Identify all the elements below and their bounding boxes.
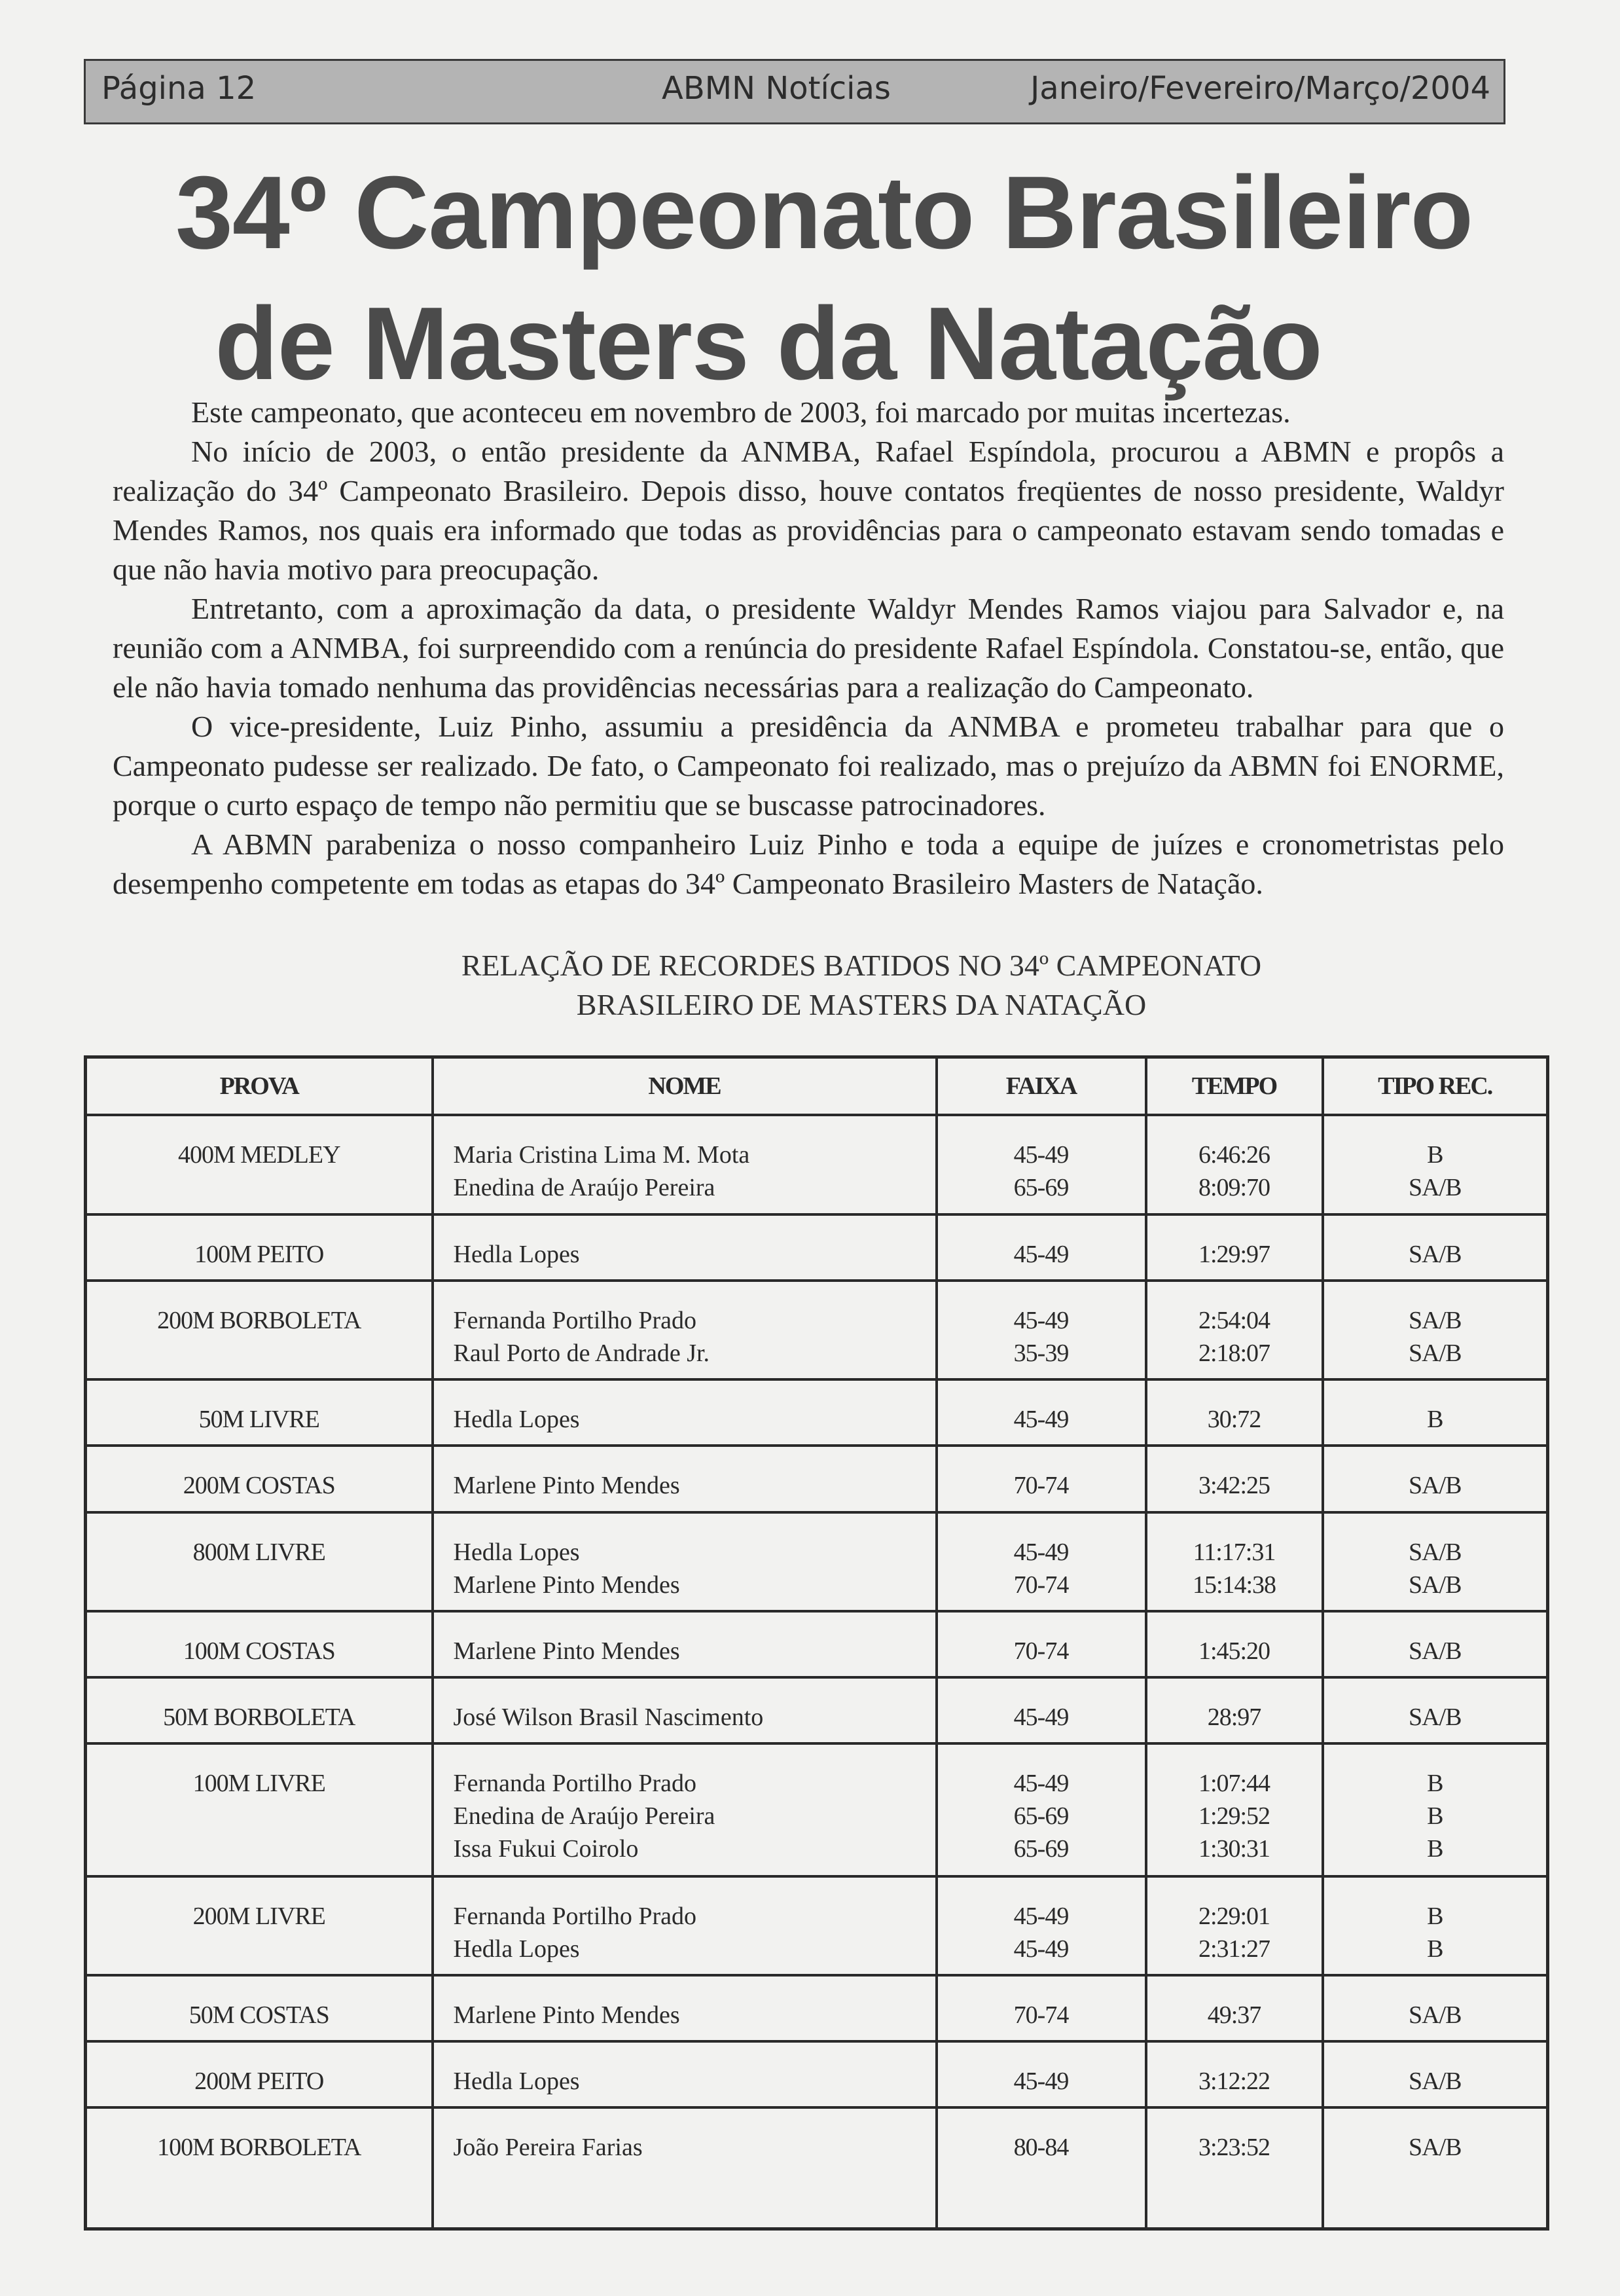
cell-nome [433, 1611, 937, 1677]
column-header-prova: PROVA [86, 1057, 433, 1116]
faixa-value: 70-74 [1013, 2001, 1069, 2030]
cell-tipo [1323, 1611, 1548, 1677]
article-title-line-2: de Masters da Natação [215, 286, 1322, 401]
table-row [86, 1379, 1548, 1446]
tempo-value: 2:18:07 [1198, 1339, 1270, 1367]
records-heading-line-2: BRASILEIRO DE MASTERS DA NATAÇÃO [576, 988, 1147, 1021]
cell-faixa [937, 1379, 1146, 1446]
table-row [86, 1876, 1548, 1976]
tempo-value: 1:29:97 [1198, 1240, 1270, 1268]
nome-value: Hedla Lopes [453, 1538, 580, 1566]
faixa-value: 70-74 [1013, 1472, 1069, 1500]
tipo-value: B [1427, 1835, 1443, 1863]
records-table-body [86, 1115, 1548, 2229]
nome-value: Fernanda Portilho Prado [453, 1902, 697, 1930]
tipo-value: SA/B [1409, 1240, 1462, 1268]
tempo-value: 3:12:22 [1198, 2068, 1270, 2096]
page-header-bar [84, 59, 1505, 124]
nome-value: Issa Fukui Coirolo [453, 1835, 639, 1863]
cell-prova: 50M BORBOLETA [86, 1677, 433, 1743]
cell-prova: 50M COSTAS [86, 1975, 433, 2041]
cell-prova: 100M LIVRE [86, 1743, 433, 1876]
nome-value: Raul Porto de Andrade Jr. [453, 1339, 710, 1367]
table-row [86, 1743, 1548, 1876]
cell-faixa [937, 1677, 1146, 1743]
cell-tempo [1146, 2107, 1323, 2229]
tipo-value: B [1427, 1141, 1443, 1169]
nome-value: Fernanda Portilho Prado [453, 1770, 697, 1798]
table-row [86, 1611, 1548, 1677]
tipo-value: B [1427, 1902, 1443, 1930]
article-body [113, 393, 1504, 903]
tempo-value: 2:31:27 [1198, 1935, 1270, 1963]
cell-prova: 50M LIVRE [86, 1379, 433, 1446]
faixa-value: 45-49 [1013, 1406, 1069, 1434]
cell-faixa [937, 1512, 1146, 1612]
nome-value: Marlene Pinto Mendes [453, 2001, 680, 2030]
tempo-value: 1:07:44 [1198, 1770, 1270, 1798]
cell-prova: 200M LIVRE [86, 1876, 433, 1976]
cell-prova: 400M MEDLEY [86, 1115, 433, 1214]
cell-tempo [1146, 1214, 1323, 1281]
cell-faixa [937, 1876, 1146, 1976]
tipo-value: SA/B [1409, 1174, 1462, 1201]
tipo-value: B [1427, 1770, 1443, 1798]
nome-value: João Pereira Farias [453, 2134, 643, 2162]
cell-tempo [1146, 1379, 1323, 1446]
tempo-value: 15:14:38 [1192, 1571, 1276, 1599]
cell-prova: 200M PEITO [86, 2041, 433, 2107]
cell-faixa [937, 1115, 1146, 1214]
cell-tempo [1146, 1743, 1323, 1876]
issue-date: Janeiro/Fevereiro/Março/2004 [1030, 70, 1490, 107]
tempo-value: 1:29:52 [1198, 1802, 1270, 1831]
nome-value: Hedla Lopes [453, 1935, 580, 1963]
cell-tempo [1146, 1446, 1323, 1512]
table-row [86, 2107, 1548, 2229]
cell-prova: 200M BORBOLETA [86, 1281, 433, 1380]
records-table [84, 1055, 1549, 2231]
tempo-value: 11:17:31 [1193, 1538, 1276, 1566]
faixa-value: 45-49 [1013, 1306, 1069, 1334]
table-row [86, 1115, 1548, 1214]
cell-tipo [1323, 1446, 1548, 1512]
page-number: Página 12 [101, 70, 257, 107]
article-paragraph: O vice-presidente, Luiz Pinho, assumiu a presidência da ANMBA e prometeu trabalhar para que o Campeonato pudesse ser realizado. De fato, o Campeonato foi realizado, mas o prejuízo da ABMN foi ENORME, porque o curto espaço de tempo não permitiu que se buscasse patrocinadores. [113, 710, 1504, 822]
cell-tipo [1323, 2107, 1548, 2229]
cell-nome [433, 1876, 937, 1976]
cell-prova: 100M PEITO [86, 1214, 433, 1281]
faixa-value: 45-49 [1013, 1240, 1069, 1268]
article-paragraph: No início de 2003, o então presidente da ANMBA, Rafael Espíndola, procurou a ABMN e propôs a realização do 34º Campeonato Brasileiro. Depois disso, houve contatos freqüentes de nosso presidente, Waldyr Mendes Ramos, nos quais era informado que todas as providências para o campeonato estavam sendo tomadas e que não havia motivo para preocupação. [113, 435, 1504, 586]
faixa-value: 45-49 [1013, 1141, 1069, 1169]
table-row [86, 1281, 1548, 1380]
nome-value: Marlene Pinto Mendes [453, 1472, 680, 1500]
tempo-value: 28:97 [1207, 1704, 1261, 1732]
cell-nome [433, 1379, 937, 1446]
cell-tipo [1323, 1876, 1548, 1976]
tipo-value: SA/B [1409, 1472, 1462, 1500]
cell-tempo [1146, 1677, 1323, 1743]
cell-faixa [937, 2107, 1146, 2229]
tempo-value: 3:42:25 [1198, 1472, 1270, 1500]
cell-nome [433, 1975, 937, 2041]
faixa-value: 45-49 [1013, 1770, 1069, 1798]
cell-tipo [1323, 1677, 1548, 1743]
cell-tempo [1146, 1115, 1323, 1214]
records-heading-line-1: RELAÇÃO DE RECORDES BATIDOS NO 34º CAMPEONATO [461, 949, 1262, 982]
cell-nome [433, 1743, 937, 1876]
tempo-value: 8:09:70 [1198, 1174, 1270, 1201]
tipo-value: SA/B [1409, 1306, 1462, 1334]
tempo-value: 2:54:04 [1198, 1306, 1270, 1334]
cell-faixa [937, 1281, 1146, 1380]
cell-faixa [937, 1611, 1146, 1677]
cell-nome [433, 1446, 937, 1512]
cell-tempo [1146, 1512, 1323, 1612]
cell-nome [433, 1214, 937, 1281]
faixa-value: 35-39 [1013, 1339, 1069, 1367]
faixa-value: 45-49 [1013, 1704, 1069, 1732]
records-heading [84, 946, 1620, 1025]
tempo-value: 30:72 [1207, 1406, 1261, 1434]
cell-tempo [1146, 1975, 1323, 2041]
column-header-tipo-rec: TIPO REC. [1323, 1057, 1548, 1116]
cell-tempo [1146, 1281, 1323, 1380]
faixa-value: 45-49 [1013, 2068, 1069, 2096]
cell-faixa [937, 1975, 1146, 2041]
tipo-value: SA/B [1409, 1637, 1462, 1666]
table-header-row [86, 1057, 1548, 1116]
table-row [86, 1975, 1548, 2041]
table-row [86, 1214, 1548, 1281]
tipo-value: B [1427, 1406, 1443, 1434]
tipo-value: B [1427, 1935, 1443, 1963]
faixa-value: 65-69 [1013, 1802, 1069, 1831]
nome-value: Enedina de Araújo Pereira [453, 1802, 715, 1831]
cell-tipo [1323, 1214, 1548, 1281]
cell-prova: 100M COSTAS [86, 1611, 433, 1677]
cell-tempo [1146, 2041, 1323, 2107]
cell-nome [433, 1281, 937, 1380]
column-header-tempo: TEMPO [1146, 1057, 1323, 1116]
column-header-nome: NOME [433, 1057, 937, 1116]
nome-value: Fernanda Portilho Prado [453, 1306, 697, 1334]
cell-prova: 800M LIVRE [86, 1512, 433, 1612]
cell-prova: 100M BORBOLETA [86, 2107, 433, 2229]
nome-value: Hedla Lopes [453, 1240, 580, 1268]
tipo-value: SA/B [1409, 1538, 1462, 1566]
cell-tipo [1323, 1281, 1548, 1380]
nome-value: Marlene Pinto Mendes [453, 1571, 680, 1599]
faixa-value: 65-69 [1013, 1174, 1069, 1201]
article-paragraph: Entretanto, com a aproximação da data, o presidente Waldyr Mendes Ramos viajou para Salvador e, na reunião com a ANMBA, foi surpreendido com a renúncia do presidente Rafael Espíndola. Constatou-se, então, que ele não havia tomado nenhuma das providências necessárias para a realização do Campeonato. [113, 592, 1504, 704]
article-title-line-1: 34º Campeonato Brasileiro [175, 155, 1473, 270]
nome-value: Marlene Pinto Mendes [453, 1637, 680, 1666]
cell-tipo [1323, 1743, 1548, 1876]
publication-name: ABMN Notícias [662, 70, 891, 107]
table-row [86, 1446, 1548, 1512]
cell-faixa [937, 2041, 1146, 2107]
faixa-value: 80-84 [1013, 2134, 1069, 2162]
cell-tipo [1323, 1115, 1548, 1214]
faixa-value: 45-49 [1013, 1538, 1069, 1566]
table-row [86, 1677, 1548, 1743]
tipo-value: SA/B [1409, 2068, 1462, 2096]
tempo-value: 6:46:26 [1198, 1141, 1270, 1169]
table-row [86, 1512, 1548, 1612]
nome-value: José Wilson Brasil Nascimento [453, 1704, 764, 1732]
tipo-value: SA/B [1409, 1571, 1462, 1599]
faixa-value: 65-69 [1013, 1835, 1069, 1863]
column-header-faixa: FAIXA [937, 1057, 1146, 1116]
cell-nome [433, 1677, 937, 1743]
nome-value: Hedla Lopes [453, 2068, 580, 2096]
cell-nome [433, 2041, 937, 2107]
cell-tipo [1323, 2041, 1548, 2107]
article-title [84, 147, 1505, 409]
faixa-value: 45-49 [1013, 1935, 1069, 1963]
faixa-value: 70-74 [1013, 1571, 1069, 1599]
cell-nome [433, 1115, 937, 1214]
faixa-value: 45-49 [1013, 1902, 1069, 1930]
cell-nome [433, 2107, 937, 2229]
cell-faixa [937, 1446, 1146, 1512]
nome-value: Hedla Lopes [453, 1406, 580, 1434]
tipo-value: SA/B [1409, 2134, 1462, 2162]
tempo-value: 3:23:52 [1198, 2134, 1270, 2162]
cell-tempo [1146, 1876, 1323, 1976]
article-paragraph: A ABMN parabeniza o nosso companheiro Luiz Pinho e toda a equipe de juízes e cronometristas pelo desempenho competente em todas as etapas do 34º Campeonato Brasileiro Masters de Natação. [113, 828, 1504, 900]
table-row [86, 2041, 1548, 2107]
cell-tipo [1323, 1975, 1548, 2041]
cell-tipo [1323, 1512, 1548, 1612]
cell-faixa [937, 1214, 1146, 1281]
article-paragraph: Este campeonato, que aconteceu em novembro de 2003, foi marcado por muitas incertezas. [191, 395, 1291, 429]
tempo-value: 49:37 [1207, 2001, 1261, 2030]
cell-tempo [1146, 1611, 1323, 1677]
tipo-value: B [1427, 1802, 1443, 1831]
tempo-value: 1:30:31 [1198, 1835, 1270, 1863]
tipo-value: SA/B [1409, 1339, 1462, 1367]
cell-prova: 200M COSTAS [86, 1446, 433, 1512]
tipo-value: SA/B [1409, 1704, 1462, 1732]
cell-tipo [1323, 1379, 1548, 1446]
faixa-value: 70-74 [1013, 1637, 1069, 1666]
cell-nome [433, 1512, 937, 1612]
tempo-value: 1:45:20 [1198, 1637, 1270, 1666]
nome-value: Enedina de Araújo Pereira [453, 1174, 715, 1201]
nome-value: Maria Cristina Lima M. Mota [453, 1141, 750, 1169]
tempo-value: 2:29:01 [1198, 1902, 1270, 1930]
cell-faixa [937, 1743, 1146, 1876]
tipo-value: SA/B [1409, 2001, 1462, 2030]
